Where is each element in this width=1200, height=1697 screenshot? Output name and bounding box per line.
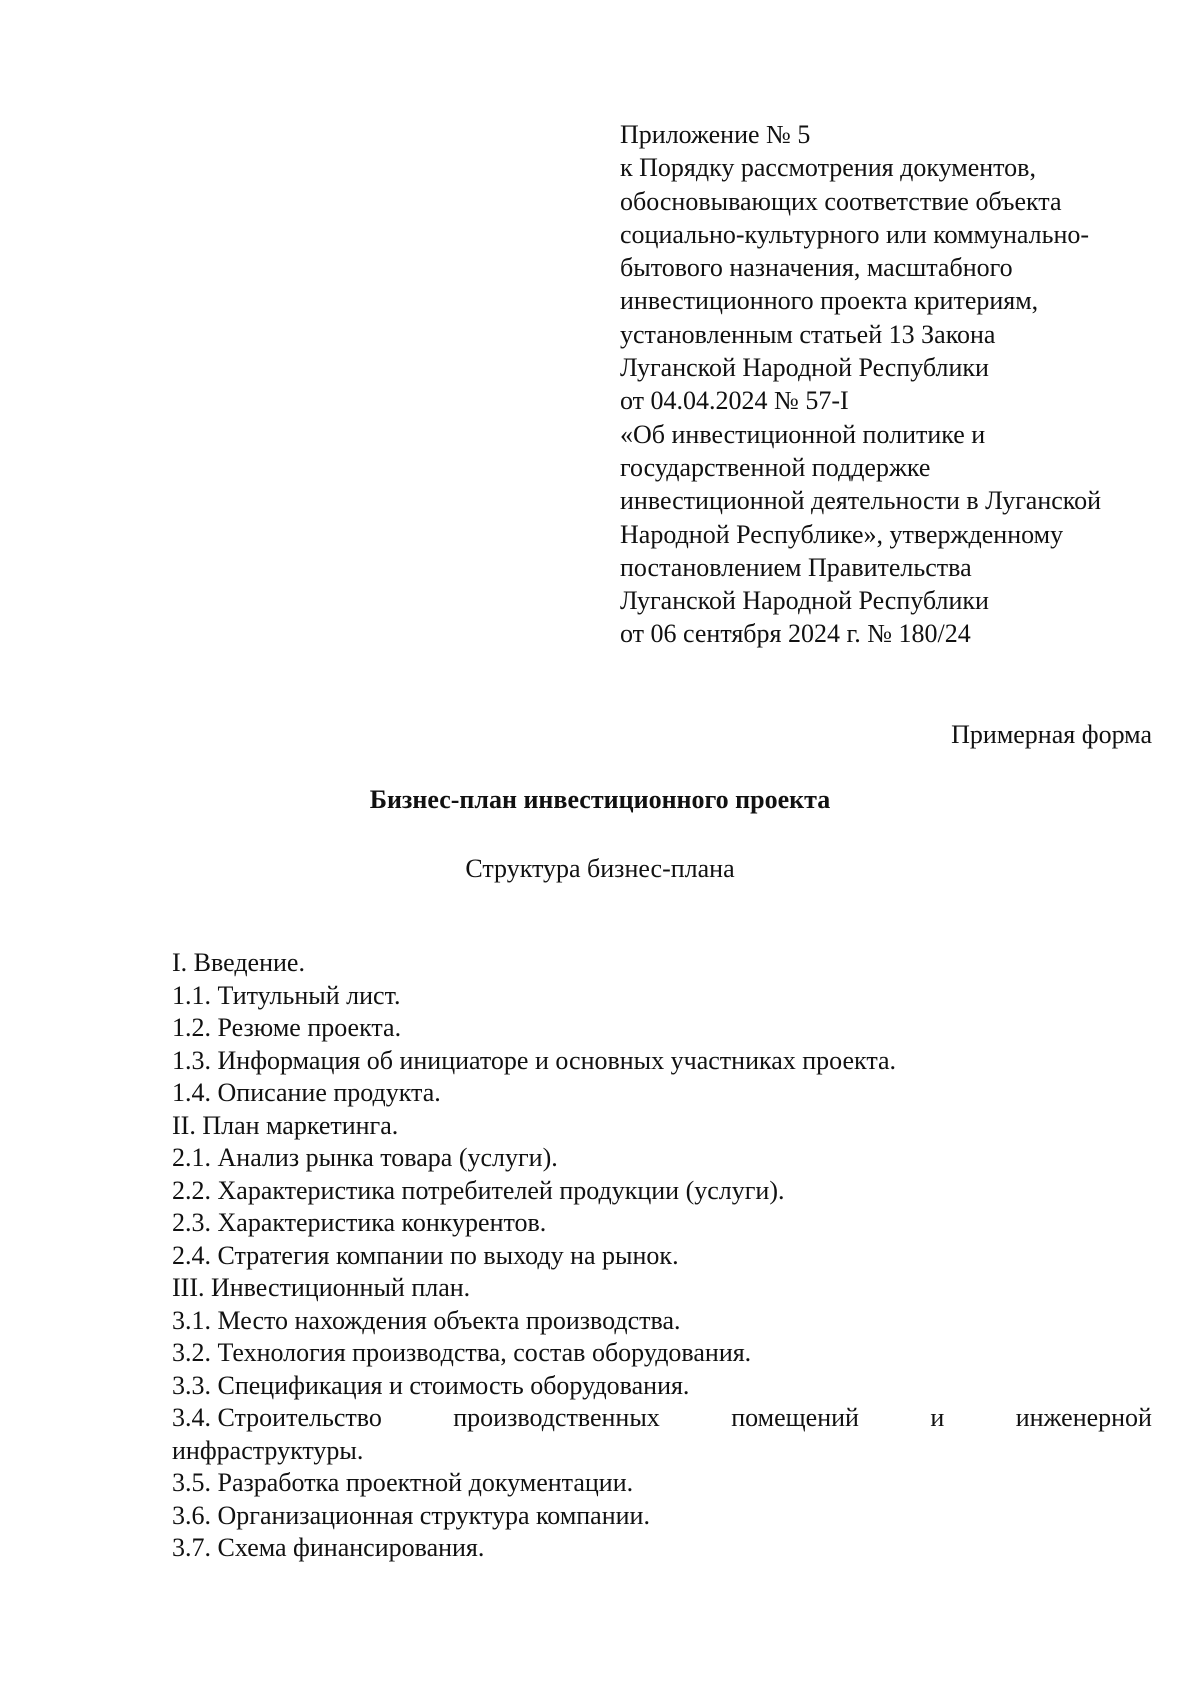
list-item: 3.6. Организационная структура компании. — [172, 1500, 650, 1530]
list-item: 3.7. Схема финансирования. — [172, 1533, 485, 1562]
list-item: III. Инвестиционный план. — [172, 1273, 471, 1302]
annex-line: бытового назначения, масштабного — [620, 253, 1013, 283]
list-item: 3.2. Технология производства, состав оборудования. — [172, 1338, 752, 1367]
annex-line: постановлением Правительства — [620, 552, 972, 582]
annex-line: обосновывающих соответствие объекта — [620, 186, 1062, 216]
annex-line: от 04.04.2024 № 57-I — [620, 386, 849, 416]
annex-line: Луганской Народной Республики — [620, 586, 989, 616]
list-item-word: 3.4. Строительство — [172, 1403, 382, 1432]
annex-line: Луганской Народной Республики — [620, 353, 989, 383]
annex-line: Народной Республике», утвержденному — [620, 519, 1064, 549]
list-item-word: и — [930, 1403, 945, 1432]
list-item: 2.3. Характеристика конкурентов. — [172, 1208, 547, 1237]
annex-line: к Порядку рассмотрения документов, — [620, 153, 1036, 183]
annex-line: инвестиционной деятельности в Луганской — [620, 486, 1102, 516]
list-item: 1.2. Резюме проекта. — [172, 1013, 402, 1042]
list-item: II. План маркетинга. — [172, 1110, 399, 1140]
list-item-continuation: инфраструктуры. — [172, 1435, 364, 1465]
list-item: 3.1. Место нахождения объекта производства. — [172, 1305, 681, 1335]
page-title: Бизнес-план инвестиционного проекта — [369, 785, 831, 814]
list-item-word: инженерной — [1015, 1403, 1152, 1432]
annex-line: социально-культурного или коммунально- — [620, 219, 1090, 249]
list-item: 3.3. Спецификация и стоимость оборудования. — [172, 1370, 690, 1400]
annex-block — [620, 118, 1180, 651]
list-item: 1.1. Титульный лист. — [172, 980, 401, 1010]
annex-line: Приложение № 5 — [620, 120, 811, 149]
annex-line: «Об инвестиционной политике и — [620, 419, 986, 449]
annex-line: государственной поддержке — [620, 452, 931, 482]
list-item-justified — [172, 1402, 1152, 1435]
list-item: I. Введение. — [172, 948, 305, 977]
list-item-word: производственных — [453, 1403, 660, 1432]
form-type-label: Примерная форма — [951, 720, 1152, 749]
list-item: 2.2. Характеристика потребителей продукции (услуги). — [172, 1175, 785, 1205]
annex-line: установленным статьей 13 Закона — [620, 319, 996, 349]
list-item-word: помещений — [731, 1403, 859, 1432]
annex-line: от 06 сентября 2024 г. № 180/24 — [620, 619, 971, 649]
business-plan-structure-list — [172, 947, 1152, 1565]
list-item: 1.3. Информация об инициаторе и основных участниках проекта. — [172, 1045, 897, 1075]
list-item: 2.1. Анализ рынка товара (услуги). — [172, 1143, 558, 1172]
list-item: 2.4. Стратегия компании по выходу на рынок. — [172, 1240, 679, 1270]
annex-line: инвестиционного проекта критериям, — [620, 286, 1039, 316]
list-item: 1.4. Описание продукта. — [172, 1078, 441, 1107]
list-item: 3.5. Разработка проектной документации. — [172, 1468, 634, 1497]
page-subtitle: Структура бизнес-плана — [465, 854, 735, 883]
